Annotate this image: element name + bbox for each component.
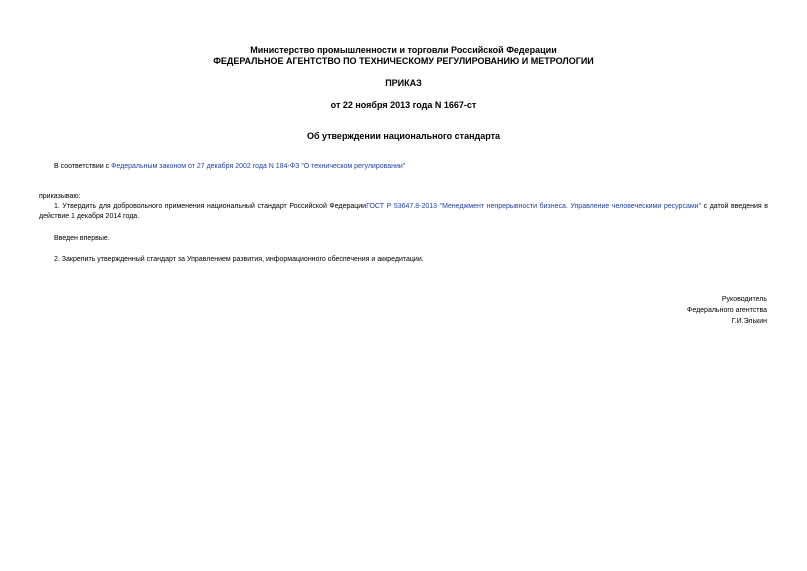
item-1-prefix: 1. Утвердить для добровольного применения национальный стандарт Российской Федерации xyxy=(54,203,367,210)
document-date: от 22 ноября 2013 года N 1667-ст xyxy=(330,100,477,110)
basis-prefix: В соответствии с xyxy=(54,163,112,170)
signature-position-line-1: Руководитель xyxy=(721,296,767,303)
document-subject: Об утверждении национального стандарта xyxy=(306,131,501,141)
item-2-paragraph: 2. Закрепить утвержденный стандарт за Управлением развития, информационного обеспечения и аккредитации. xyxy=(54,256,424,263)
federal-law-link[interactable]: Федеральным законом от 27 декабря 2002 года N 184-ФЗ "О техническом регулировании" xyxy=(111,163,406,170)
order-word: приказываю: xyxy=(39,193,81,200)
item-1-suffix: с датой введения в действие 1 декабря 2014 года. xyxy=(39,203,768,220)
document-type: ПРИКАЗ xyxy=(385,78,422,88)
gost-standard-link[interactable]: ГОСТ Р 53647.8-2013 "Менеджмент непрерывности бизнеса. Управление человеческими ресурсами" xyxy=(366,203,702,210)
signature-position-line-2: Федерального агентства xyxy=(687,307,767,314)
agency-name: ФЕДЕРАЛЬНОЕ АГЕНТСТВО ПО ТЕХНИЧЕСКОМУ РЕГУЛИРОВАНИЮ И МЕТРОЛОГИИ xyxy=(213,56,594,66)
signature-name: Г.И.Элькин xyxy=(731,318,767,325)
first-time-note: Введен впервые. xyxy=(54,235,110,242)
basis-paragraph xyxy=(54,162,405,172)
ministry-name: Министерство промышленности и торговли Российской Федерации xyxy=(250,45,557,55)
item-1-paragraph xyxy=(39,202,768,222)
